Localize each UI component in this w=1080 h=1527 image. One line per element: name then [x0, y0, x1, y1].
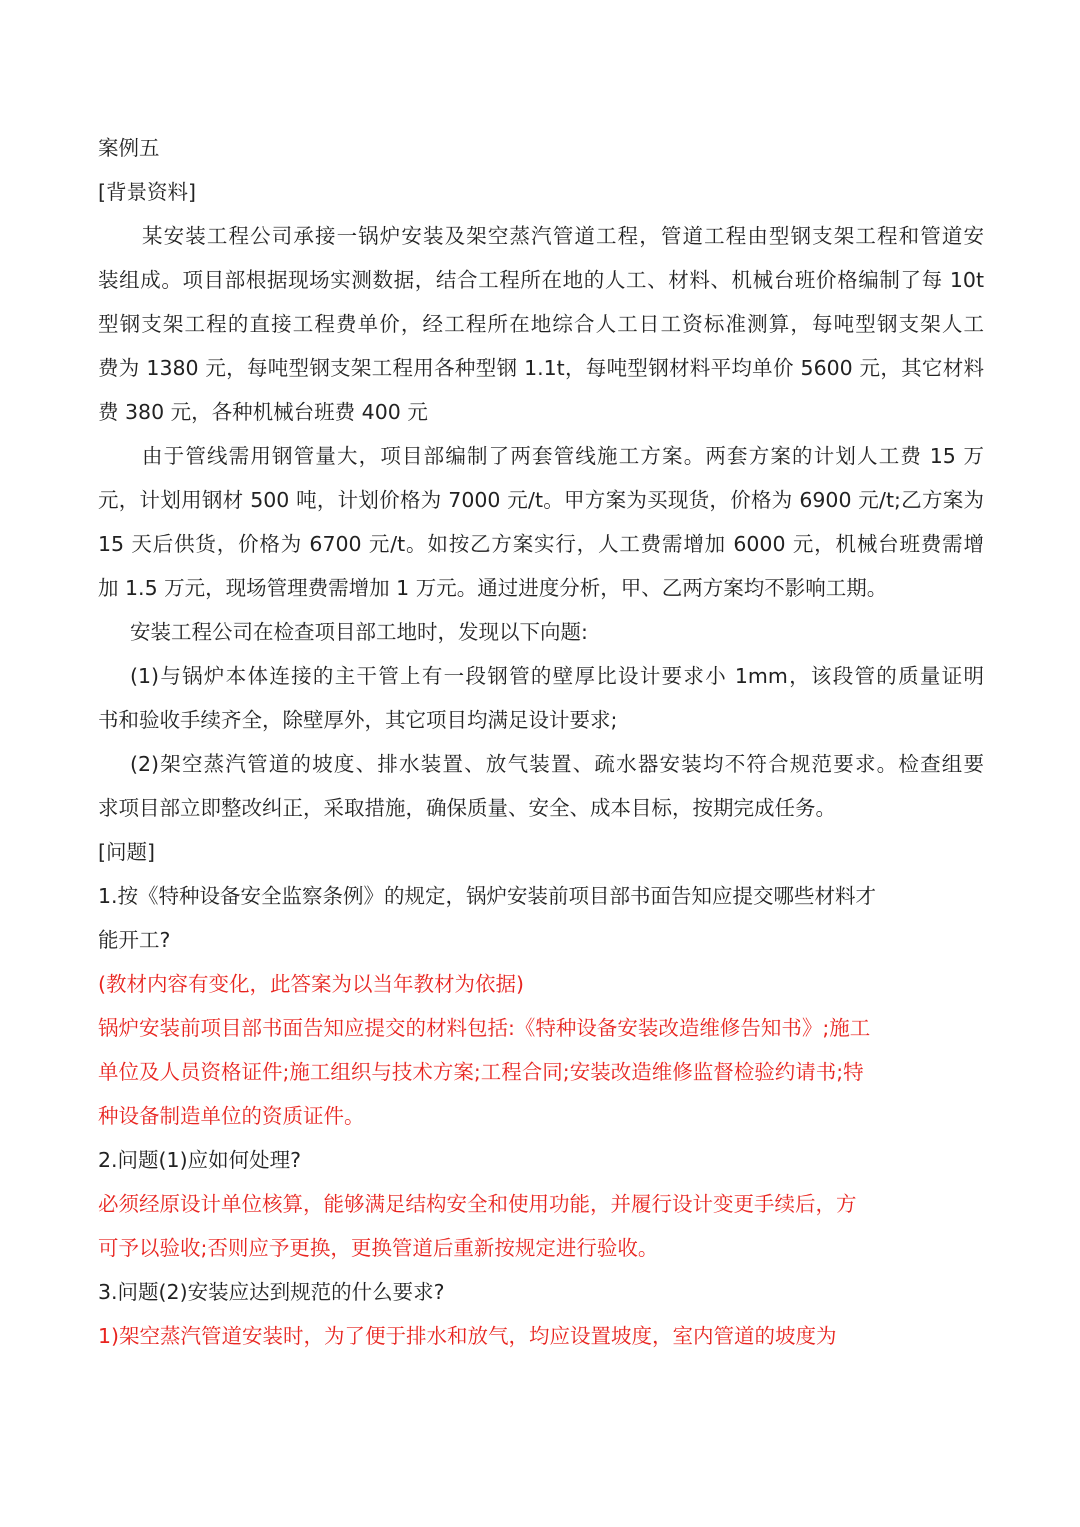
answer-2 — [98, 1182, 984, 1270]
questions-heading: [问题] — [98, 840, 155, 864]
paragraph-line: 费 380 元，各种机械台班费 400 元 — [98, 400, 428, 424]
answer-line: 必须经原设计单位核算，能够满足结构安全和使用功能，并履行设计变更手续后，方 — [98, 1192, 857, 1216]
paragraph-line: 元，计划用钢材 500 吨，计划价格为 7000 元/t。甲方案为买现货，价格为 6900 元/t;乙方案为 — [98, 488, 984, 512]
paragraph-line: 求项目部立即整改纠正，采取措施，确保质量、安全、成本目标，按期完成任务。 — [98, 796, 836, 820]
answer-line: 种设备制造单位的资质证件。 — [98, 1104, 365, 1128]
question-2: 2.问题(1)应如何处理? — [98, 1148, 301, 1172]
answer-line: 1)架空蒸汽管道安装时，为了便于排水和放气，均应设置坡度，室内管道的坡度为 — [98, 1324, 837, 1348]
paragraph-line: 费为 1380 元，每吨型钢支架工程用各种型钢 1.1t，每吨型钢材料平均单价 5600 元，其它材料 — [98, 356, 984, 380]
question-line: 1.按《特种设备安全监察条例》的规定，锅炉安装前项目部书面告知应提交哪些材料才 — [98, 884, 877, 908]
answer-line: 单位及人员资格证件;施工组织与技术方案;工程合同;安装改造维修监督检验约请书;特 — [98, 1060, 864, 1084]
answer-1-note: (教材内容有变化，此答案为以当年教材为依据) — [98, 972, 524, 996]
paragraph-line: 由于管线需用钢管量大，项目部编制了两套管线施工方案。两套方案的计划人工费 15 万 — [142, 444, 984, 468]
answer-line: 锅炉安装前项目部书面告知应提交的材料包括:《特种设备安装改造维修告知书》;施工 — [98, 1016, 871, 1040]
background-paragraph-3: 安装工程公司在检查项目部工地时，发现以下向题: — [130, 620, 588, 644]
paragraph-line: 某安装工程公司承接一锅炉安装及架空蒸汽管道工程，管道工程由型钢支架工程和管道安 — [142, 224, 984, 248]
question-3: 3.问题(2)安装应达到规范的什么要求? — [98, 1280, 445, 1304]
paragraph-line: (2)架空蒸汽管道的坡度、排水装置、放气装置、疏水器安装均不符合规范要求。检查组要 — [130, 752, 984, 776]
answer-1 — [98, 1006, 984, 1138]
case-title: 案例五 — [98, 136, 160, 160]
background-paragraph-1 — [98, 214, 984, 434]
background-paragraph-2 — [98, 434, 984, 610]
paragraph-line: 型钢支架工程的直接工程费单价，经工程所在地综合人工日工资标准测算，每吨型钢支架人工 — [98, 312, 984, 336]
question-line: 能开工? — [98, 928, 171, 952]
paragraph-line: 15 天后供货，价格为 6700 元/t。如按乙方案实行，人工费需增加 6000 元，机械台班费需增 — [98, 532, 984, 556]
paragraph-line: (1)与锅炉本体连接的主干管上有一段钢管的壁厚比设计要求小 1mm，该段管的质量证明 — [130, 664, 984, 688]
background-heading: [背景资料] — [98, 180, 196, 204]
answer-line: 可予以验收;否则应予更换，更换管道后重新按规定进行验收。 — [98, 1236, 659, 1260]
paragraph-line: 加 1.5 万元，现场管理费需增加 1 万元。通过进度分析，甲、乙两方案均不影响工期。 — [98, 576, 888, 600]
issue-2-paragraph — [98, 742, 984, 830]
paragraph-line: 书和验收手续齐全，除壁厚外，其它项目均满足设计要求; — [98, 708, 618, 732]
paragraph-line: 装组成。项目部根据现场实测数据，结合工程所在地的人工、材料、机械台班价格编制了每 10t — [98, 268, 984, 292]
document-page — [98, 126, 984, 1358]
question-1 — [98, 874, 984, 962]
answer-3 — [98, 1314, 984, 1358]
issue-1-paragraph — [98, 654, 984, 742]
